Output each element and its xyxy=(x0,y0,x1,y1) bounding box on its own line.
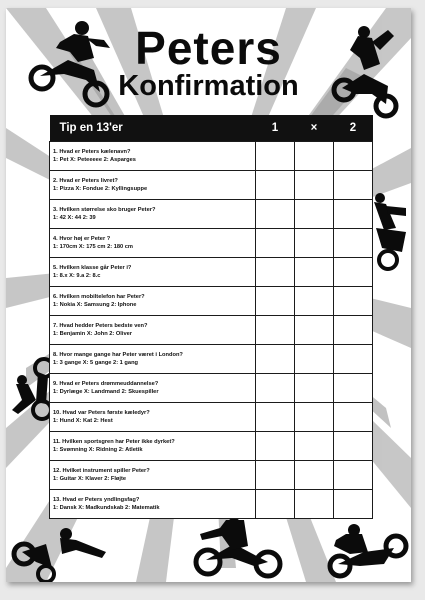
table-row xyxy=(50,258,373,287)
table-row xyxy=(50,345,373,374)
header-col-2: 2 xyxy=(334,115,373,142)
question-cell xyxy=(50,287,256,316)
question-text: 10. Hvad var Peters første kæledyr? xyxy=(53,410,150,416)
answer-box-x[interactable] xyxy=(295,490,334,519)
question-text: 9. Hvad er Peters drømmeuddannelse? xyxy=(53,381,159,387)
answer-box-2[interactable] xyxy=(334,316,373,345)
answer-box-2[interactable] xyxy=(334,345,373,374)
question-options: 1: Guitar X: Klaver 2: Fløjte xyxy=(53,476,127,482)
answer-box-x[interactable] xyxy=(295,374,334,403)
answer-box-x[interactable] xyxy=(295,461,334,490)
table-row xyxy=(50,142,373,171)
question-text: 8. Hvor mange gange har Peter været i London? xyxy=(53,352,183,358)
answer-box-x[interactable] xyxy=(295,229,334,258)
answer-box-x[interactable] xyxy=(295,432,334,461)
answer-box-1[interactable] xyxy=(256,200,295,229)
answer-box-1[interactable] xyxy=(256,171,295,200)
answer-box-x[interactable] xyxy=(295,200,334,229)
title-line-2: Konfirmation xyxy=(118,70,299,102)
question-cell xyxy=(50,142,256,171)
answer-box-2[interactable] xyxy=(334,403,373,432)
answer-box-x[interactable] xyxy=(295,316,334,345)
answer-box-1[interactable] xyxy=(256,142,295,171)
question-cell xyxy=(50,490,256,519)
answer-box-1[interactable] xyxy=(256,490,295,519)
answer-box-2[interactable] xyxy=(334,258,373,287)
answer-box-x[interactable] xyxy=(295,171,334,200)
table-row xyxy=(50,432,373,461)
table-row xyxy=(50,200,373,229)
question-text: 4. Hvor høj er Peter ? xyxy=(53,236,111,242)
question-cell xyxy=(50,258,256,287)
question-text: 11. Hvilken sportsgren har Peter ikke dyrket? xyxy=(53,439,175,445)
question-text: 6. Hvilken mobiltelefon har Peter? xyxy=(53,294,145,300)
question-options: 1: Pizza X: Fondue 2: Kyllingsuppe xyxy=(53,186,148,192)
question-options: 1: 170cm X: 175 cm 2: 180 cm xyxy=(53,244,133,250)
answer-box-x[interactable] xyxy=(295,345,334,374)
question-options: 1: Benjamin X: John 2: Oliver xyxy=(53,331,133,337)
question-options: 1: 8.x X: 9.a 2: 8.c xyxy=(53,273,101,279)
question-cell xyxy=(50,432,256,461)
question-text: 1. Hvad er Peters kælenavn? xyxy=(53,149,131,155)
answer-box-2[interactable] xyxy=(334,490,373,519)
answer-box-2[interactable] xyxy=(334,200,373,229)
table-header-row xyxy=(50,115,373,142)
answer-box-x[interactable] xyxy=(295,258,334,287)
question-cell xyxy=(50,403,256,432)
question-options: 1: Dansk X: Madkundskab 2: Matematik xyxy=(53,505,160,511)
answer-box-2[interactable] xyxy=(334,229,373,258)
question-cell xyxy=(50,200,256,229)
motocross-rider-bottom-right-icon xyxy=(324,520,411,582)
question-text: 2. Hvad er Peters livret? xyxy=(53,178,118,184)
table-row xyxy=(50,316,373,345)
table-row xyxy=(50,229,373,258)
table-row xyxy=(50,461,373,490)
answer-box-x[interactable] xyxy=(295,403,334,432)
answer-box-x[interactable] xyxy=(295,287,334,316)
title-line-1: Peters xyxy=(135,22,282,74)
table-row xyxy=(50,171,373,200)
question-options: 1: 3 gange X: 5 gange 2: 1 gang xyxy=(53,360,139,366)
motocross-rider-bottom-left-icon xyxy=(6,518,111,582)
answer-box-1[interactable] xyxy=(256,461,295,490)
answer-box-2[interactable] xyxy=(334,171,373,200)
question-text: 3. Hvilken størrelse sko bruger Peter? xyxy=(53,207,156,213)
question-cell xyxy=(50,461,256,490)
question-cell xyxy=(50,229,256,258)
answer-box-1[interactable] xyxy=(256,316,295,345)
question-options: 1: Hund X: Kat 2: Hest xyxy=(53,418,113,424)
header-col-x: × xyxy=(295,115,334,142)
answer-box-1[interactable] xyxy=(256,374,295,403)
answer-box-1[interactable] xyxy=(256,258,295,287)
header-question: Tip en 13'er xyxy=(50,115,256,142)
answer-box-1[interactable] xyxy=(256,432,295,461)
question-text: 12. Hvilket instrument spiller Peter? xyxy=(53,468,150,474)
table-row xyxy=(50,403,373,432)
question-text: 7. Hvad hedder Peters bedste ven? xyxy=(53,323,148,329)
question-text: 13. Hvad er Peters yndlingsfag? xyxy=(53,497,140,503)
tip-13-table xyxy=(49,115,373,519)
answer-box-2[interactable] xyxy=(334,142,373,171)
header-col-1: 1 xyxy=(256,115,295,142)
answer-box-2[interactable] xyxy=(334,287,373,316)
table-row xyxy=(50,490,373,519)
question-text: 5. Hvilken klasse går Peter i? xyxy=(53,265,132,271)
question-options: 1: Pet X: Peteeeee 2: Asparges xyxy=(53,157,136,163)
question-options: 1: Nokia X: Samsung 2: Iphone xyxy=(53,302,137,308)
answer-box-1[interactable] xyxy=(256,403,295,432)
question-options: 1: Dyrlæge X: Landmand 2: Skuespiller xyxy=(53,389,159,395)
table-row xyxy=(50,287,373,316)
answer-box-2[interactable] xyxy=(334,432,373,461)
question-cell xyxy=(50,345,256,374)
question-options: 1: 42 X: 44 2: 39 xyxy=(53,215,96,221)
question-cell xyxy=(50,316,256,345)
answer-box-1[interactable] xyxy=(256,287,295,316)
answer-box-x[interactable] xyxy=(295,142,334,171)
question-cell xyxy=(50,171,256,200)
answer-box-1[interactable] xyxy=(256,345,295,374)
answer-box-2[interactable] xyxy=(334,374,373,403)
table-row xyxy=(50,374,373,403)
question-cell xyxy=(50,374,256,403)
quiz-sheet xyxy=(6,8,411,582)
question-options: 1: Svømning X: Ridning 2: Atletik xyxy=(53,447,143,453)
answer-box-2[interactable] xyxy=(334,461,373,490)
answer-box-1[interactable] xyxy=(256,229,295,258)
motocross-wheelie-icon xyxy=(8,354,54,424)
